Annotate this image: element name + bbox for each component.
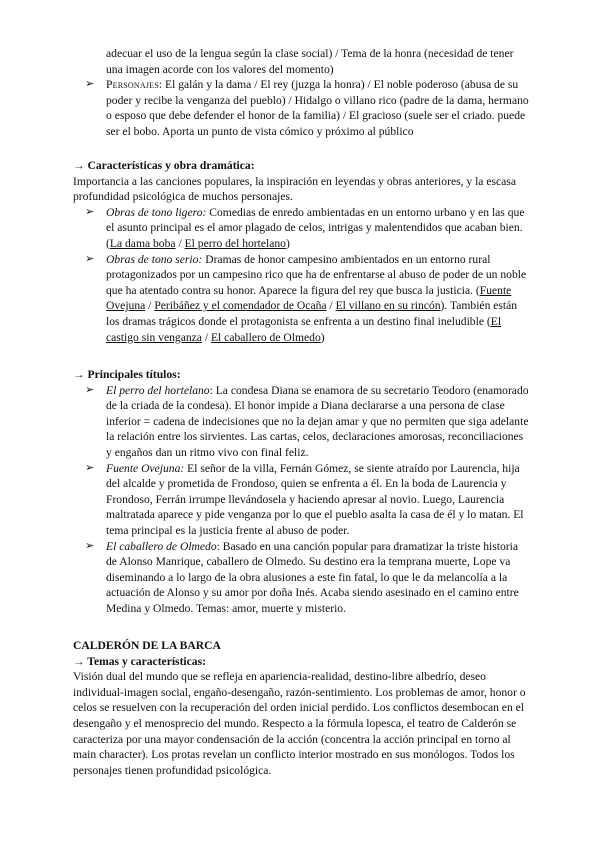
work-el-castigo-sin-venganza: El castigo sin venganza	[106, 314, 502, 344]
arrowhead-bullet-icon: ➢	[85, 461, 95, 474]
work-peribanez: Peribáñez y el comendador de Ocaña	[154, 299, 327, 313]
separator: /	[201, 330, 211, 344]
personajes-label: Personajes	[106, 78, 159, 92]
tono-ligero-text: Comedias de enredo ambientadas en un entorno urbano y en las que el asunto principal es el amor plagado de celos, intrigas y malentendidos que acaban bien. (	[106, 205, 525, 250]
arrowhead-bullet-icon: ➢	[85, 78, 95, 91]
title-1-name: El perro del hortelano	[106, 383, 210, 397]
bullet-title-3	[73, 539, 529, 617]
work-fuente-ovejuna: Fuente Ovejuna	[106, 283, 512, 313]
work-el-villano-en-su-rincon: El villano en su rincón	[335, 299, 441, 313]
arrowhead-bullet-icon: ➢	[85, 205, 95, 218]
bullet-title-1	[73, 383, 529, 461]
personajes-text: : El galán y la dama / El rey (juzga la honra) / El noble poderoso (abusa de su poder y recibe la venganza del pueblo) / Hidalgo o villano rico (padre de la dama, hermano o esposo que debe defender el honor de la familia) / El gracioso (suele ser el criado. puede ser el bobo. Aporta un punto de vista cómico y próximo al público	[106, 78, 529, 138]
work-la-dama-boba: La dama boba	[109, 236, 176, 250]
title-2-name: Fuente Ovejuna:	[106, 461, 185, 475]
continuation-text: adecuar el uso de la lengua según la clase social) / Tema de la honra (necesidad de tener una imagen acorde con los valores del momento)	[106, 47, 514, 76]
tono-serio-text: Dramas de honor campesino ambientados en un entorno rural protagonizados por un campesino rico que ha de enfrentarse al abuso de poder de un noble que ha atentado contra su honor. Aparece la figura del rey que busca la justicia. (	[106, 252, 527, 297]
top-section	[73, 46, 529, 140]
arrowhead-bullet-icon: ➢	[85, 252, 95, 265]
tono-ligero-title: Obras de tono ligero:	[106, 205, 207, 219]
calderon-title: CALDERÓN DE LA BARCA	[73, 639, 221, 652]
title-3-name: El caballero de Olmedo	[106, 539, 217, 553]
separator: /	[145, 299, 155, 313]
bullet-tono-serio	[73, 252, 529, 346]
tono-serio-title: Obras de tono serio:	[106, 252, 203, 266]
title-3-text: : Basado en una canción popular para dramatizar la triste historia de Alonso Manrique, caballero de Olmedo. Su destino era la temprana muerte, Lope va diseminando a lo largo de la obra alusiones a este fin fatal, lo que le da melancolía a la actuación de Alonso y su amor por doña Inés. Acaba siendo asesinado en el camino entre Medina y Olmedo. Temas: amor, muerte y misterio.	[106, 539, 519, 615]
caracteristicas-heading: → Características y obra dramática:	[73, 159, 255, 172]
calderon-section	[73, 638, 529, 778]
close-paren: )	[320, 330, 325, 344]
work-el-caballero-de-olmedo: El caballero de Olmedo	[210, 330, 321, 344]
arrowhead-bullet-icon: ➢	[85, 383, 95, 396]
bullet-personajes	[73, 77, 529, 139]
title-1-text: : La condesa Diana se enamora de su secretario Teodoro (enamorado de la criada de la condesa). El honor impide a Diana declararse a una persona de clase inferior = cadena de indecisiones que no la dejan amar y que no permiten que siga adelante la relación entre los sirvientes. Las cartas, celos, declaraciones amorosas, reconciliaciones y engaños dan un ritmo vivo con final feliz.	[106, 383, 529, 459]
titulos-section	[73, 367, 529, 617]
calderon-text: Visión dual del mundo que se refleja en apariencia-realidad, destino-libre albedrío, deseo individual-imagen social, engaño-desengaño, razón-sentimiento. Los problemas de amor, honor o celos se resuelven con la recuperación del orden inicial perdido. Los conflictos desembocan en el desengaño y el menosprecio del mundo. Respecto a la fórmula lopesca, el teatro de Calderón se caracteriza por una mayor condensación de la acción (concentra la acción principal en torno al main character). Los protas revelan un conflicto interior mostrado en sus monólogos. Todos los personajes tienen profundidad psicológica.	[73, 670, 526, 777]
bullet-title-2	[73, 461, 529, 539]
work-el-perro-del-hortelano: El perro del hortelano	[184, 236, 286, 250]
bullet-tono-ligero	[73, 205, 529, 252]
separator: /	[326, 299, 336, 313]
caracteristicas-intro: Importancia a las canciones populares, la inspiración en leyendas y obras anteriores, y la escasa profundidad psicológica de muchos personajes.	[73, 174, 516, 204]
tono-serio-text-2: ). También están los dramas trágicos donde el protagonista se enfrenta a un destino final ineludible (	[106, 299, 518, 328]
titulos-heading: → Principales títulos:	[73, 368, 181, 381]
calderon-heading: → Temas y características:	[73, 654, 206, 668]
separator: /	[175, 236, 185, 250]
title-2-text: El señor de la villa, Fernán Gómez, se siente atraído por Laurencia, hija del alcalde y prometida de Frondoso, quien se enfrenta a él. En la boda de Laurencia y Frondoso, Ferrán irrumpe llevándosela y haciendo apresar al novio. Luego, Laurencia maltratada aparece y pide venganza por lo que el pueblo asalta la casa de él y lo matan. El tema principal es la justicia frente al abuso de poder.	[106, 461, 524, 537]
caracteristicas-section	[73, 158, 529, 345]
close-paren: )	[285, 236, 290, 250]
arrowhead-bullet-icon: ➢	[85, 539, 95, 552]
